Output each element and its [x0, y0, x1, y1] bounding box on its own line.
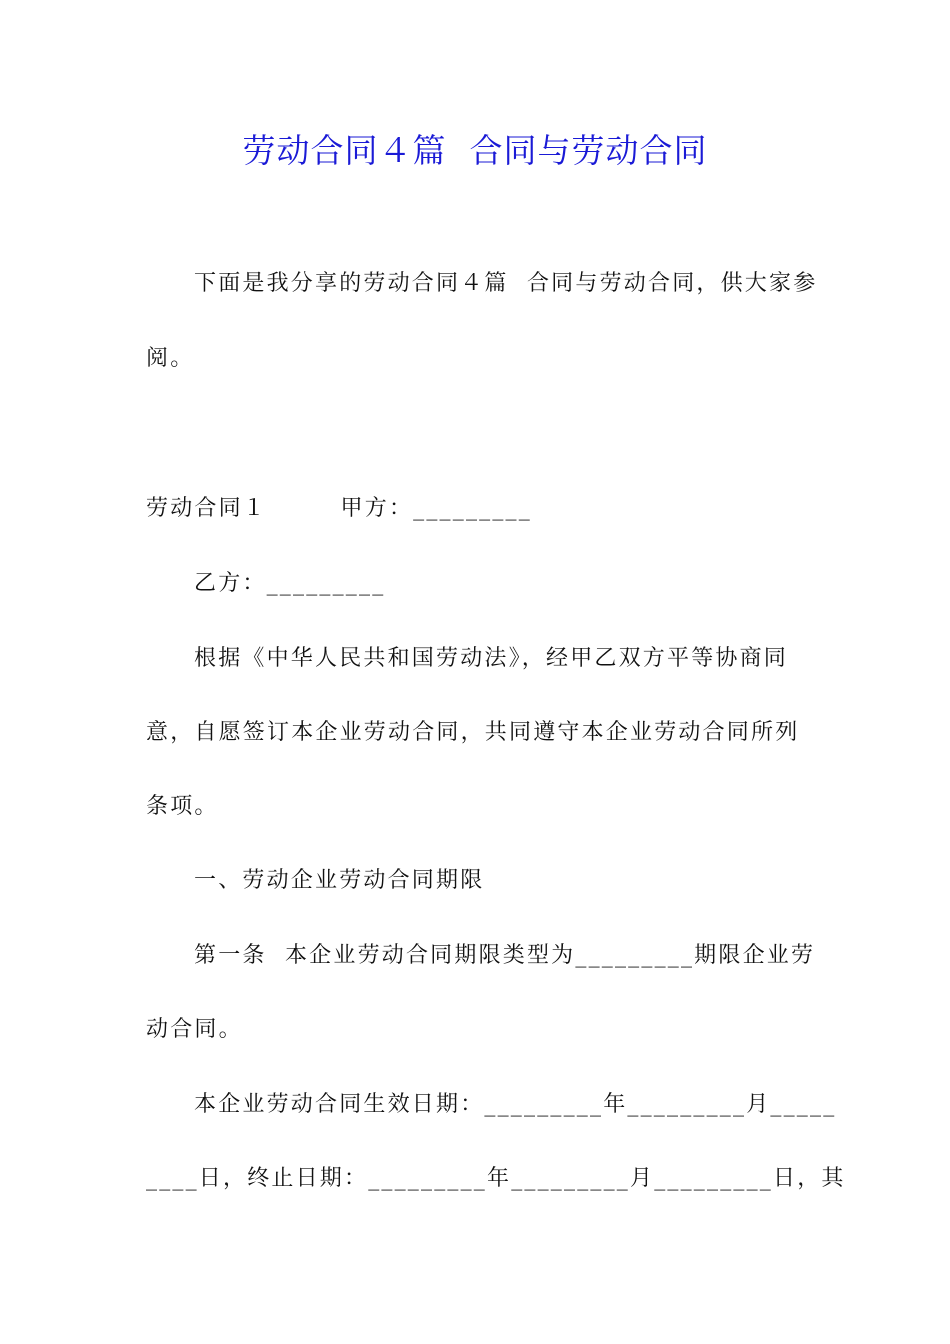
paragraph-line-2: 意，自愿签订本企业劳动合同，共同遵守本企业劳动合同所列: [146, 720, 800, 745]
paragraph-line-3: 条项。: [146, 794, 219, 819]
party-b-line: 乙方：_________: [194, 571, 386, 596]
article-1-line-2: 动合同。: [146, 1017, 243, 1042]
paragraph-line-1: 根据《中华人民共和国劳动法》，经甲乙双方平等协商同: [194, 646, 789, 671]
contract-heading-party-a: 劳动合同１ 甲方：_________: [146, 496, 532, 521]
intro-line-1: 下面是我分享的劳动合同４篇 合同与劳动合同，供大家参: [194, 271, 818, 296]
section-heading: 一、劳动企业劳动合同期限: [194, 868, 485, 893]
intro-line-2: 阅。: [146, 346, 195, 371]
date-line-1: 本企业劳动合同生效日期：_________年_________月_____: [194, 1092, 837, 1117]
date-line-2: ____日，终止日期：_________年_________月_________日，其: [146, 1166, 846, 1191]
article-1-line-1: 第一条 本企业劳动合同期限类型为_________期限企业劳: [194, 943, 816, 968]
document-title: 劳动合同４篇 合同与劳动合同: [242, 131, 708, 170]
